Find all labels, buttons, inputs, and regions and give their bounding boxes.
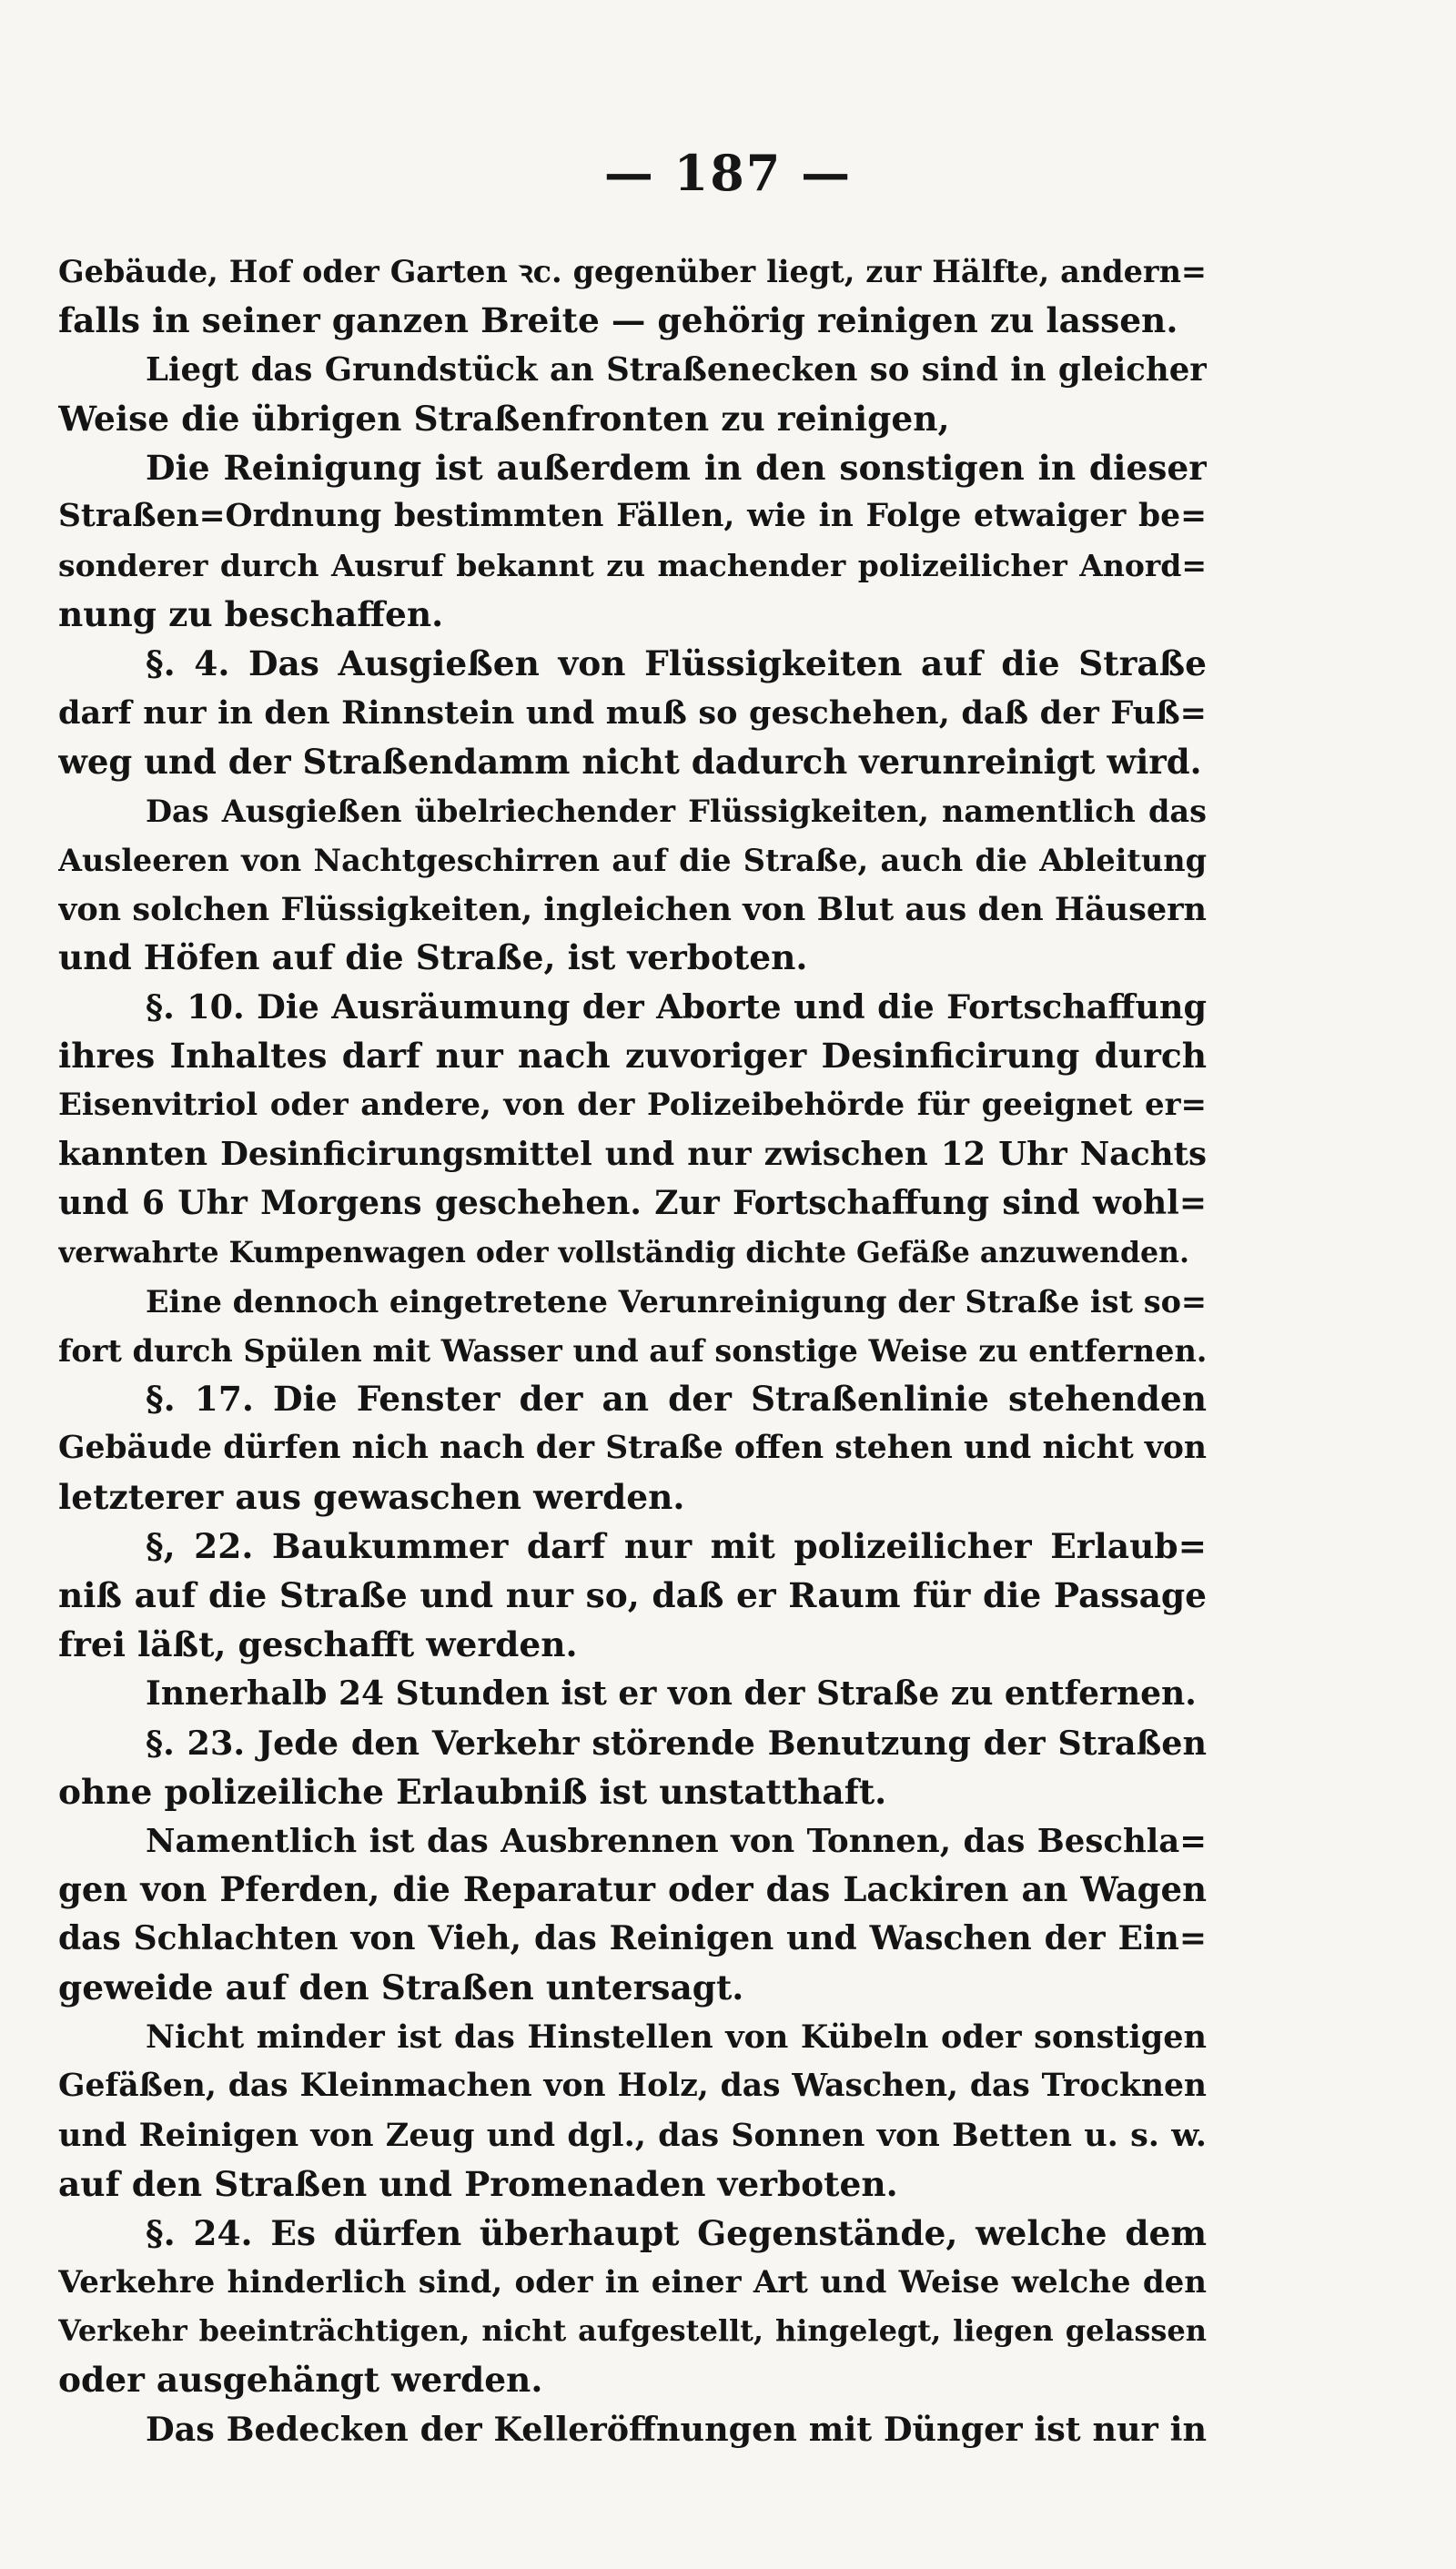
text-line: von solchen Flüssigkeiten, ingleichen von Blut aus den Häusern — [58, 890, 1207, 928]
text-line: und 6 Uhr Morgens geschehen. Zur Fortschaffung sind wohl= — [58, 1183, 1207, 1222]
text-line: Eine dennoch eingetretene Verunreinigung der Straße ist so= — [146, 1283, 1207, 1320]
body-text — [58, 248, 1207, 2454]
text-line: Gebäude dürfen nich nach der Straße offen stehen und nicht von — [58, 1430, 1207, 1467]
text-line: ihres Inhaltes darf nur nach zuvoriger Desinficirung durch — [58, 1036, 1207, 1077]
text-line: Gefäßen, das Kleinmachen von Holz, das Waschen, das Trocknen — [58, 2067, 1207, 2104]
text-line: gen von Pferden, die Reparatur oder das Lackiren an Wagen — [58, 1869, 1207, 1910]
text-line: Ausleeren von Nachtgeschirren auf die Straße, auch die Ableitung — [58, 842, 1207, 878]
text-line: geweide auf den Straßen untersagt. — [58, 1967, 744, 2008]
text-line: Nicht minder ist das Hinstellen von Kübeln oder sonstigen — [146, 2018, 1207, 2057]
text-line: §. 17. Die Fenster der an der Straßenlinie stehenden — [146, 1379, 1207, 1420]
text-line: auf den Straßen und Promenaden verboten. — [58, 2163, 898, 2204]
text-line: ohne polizeiliche Erlaubniß ist unstatthaft. — [58, 1771, 887, 1812]
text-line: frei läßt, geschafft werden. — [58, 1623, 578, 1664]
text-line: und Reinigen von Zeug und dgl., das Sonnen von Betten u. s. w. — [58, 2116, 1207, 2154]
text-line: darf nur in den Rinnstein und muß so geschehen, daß der Fuß= — [58, 694, 1207, 733]
text-line: kannten Desinficirungsmittel und nur zwischen 12 Uhr Nachts — [58, 1136, 1207, 1174]
text-line: Straßen=Ordnung bestimmten Fällen, wie in Folge etwaiger be= — [58, 498, 1207, 535]
text-line: Namentlich ist das Ausbrennen von Tonnen, das Beschla= — [146, 1822, 1207, 1860]
text-line: fort durch Spülen mit Wasser und auf sonstige Weise zu entfernen. — [58, 1332, 1207, 1369]
text-line: verwahrte Kumpenwagen oder vollständig dichte Gefäße anzuwenden. — [58, 1235, 1189, 1269]
text-line: letzterer aus gewaschen werden. — [58, 1477, 685, 1518]
text-line: Innerhalb 24 Stunden ist er von der Straße zu entfernen. — [146, 1674, 1197, 1713]
text-line: Verkehr beeinträchtigen, nicht aufgestellt, hingelegt, liegen gelassen — [58, 2313, 1207, 2349]
text-line: falls in seiner ganzen Breite — gehörig reinigen zu lassen. — [58, 299, 1178, 340]
text-line: Verkehre hinderlich sind, oder in einer Art und Weise welche den — [58, 2263, 1207, 2301]
text-line: §. 4. Das Ausgießen von Flüssigkeiten auf die Straße — [146, 643, 1207, 684]
text-line: §, 22. Baukummer darf nur mit polizeilicher Erlaub= — [146, 1526, 1207, 1567]
text-line: Das Ausgießen übelriechender Flüssigkeiten, namentlich das — [146, 793, 1207, 829]
text-line: das Schlachten von Vieh, das Reinigen und Waschen der Ein= — [58, 1919, 1207, 1958]
text-line: Liegt das Grundstück an Straßenecken so sind in gleicher — [146, 350, 1207, 389]
text-line: und Höfen auf die Straße, ist verboten. — [58, 937, 808, 978]
text-line: Weise die übrigen Straßenfronten zu reinigen, — [58, 398, 950, 439]
text-line: sonderer durch Ausruf bekannt zu machender polizeilicher Anord= — [58, 548, 1207, 584]
text-line: Eisenvitriol oder andere, von der Polizeibehörde für geeignet er= — [58, 1087, 1207, 1124]
text-line: weg und der Straßendamm nicht dadurch verunreinigt wird. — [58, 741, 1202, 782]
page-number: — 187 — — [603, 144, 853, 202]
text-line: Gebäude, Hof oder Garten ꝛc. gegenüber liegt, zur Hälfte, andern= — [58, 254, 1207, 289]
text-line: Die Reinigung ist außerdem in den sonstigen in dieser — [146, 447, 1207, 488]
text-line: niß auf die Straße und nur so, daß er Raum für die Passage — [58, 1575, 1207, 1616]
text-line: oder ausgehängt werden. — [58, 2360, 543, 2401]
text-line: §. 23. Jede den Verkehr störende Benutzung der Straßen — [146, 1723, 1207, 1763]
text-line: Das Bedecken der Kelleröffnungen mit Dünger ist nur in — [146, 2410, 1207, 2450]
text-line: nung zu beschaffen. — [58, 594, 444, 635]
text-line: §. 10. Die Ausräumung der Aborte und die Fortschaffung — [146, 987, 1207, 1027]
text-line: §. 24. Es dürfen überhaupt Gegenstände, welche dem — [146, 2212, 1207, 2253]
